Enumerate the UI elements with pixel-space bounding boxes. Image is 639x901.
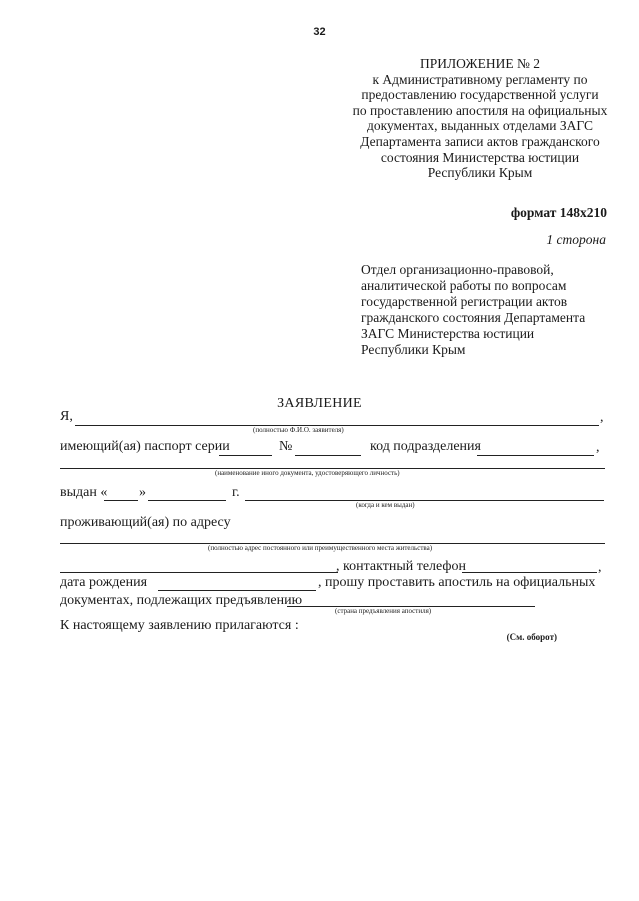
comma: , [600, 410, 604, 425]
issued-by-field[interactable] [245, 500, 604, 501]
appendix-line: по проставлению апостиля на официальных [352, 102, 608, 118]
issued-close-quote: » [139, 485, 146, 500]
passport-label: имеющий(ая) паспорт серии [60, 439, 230, 454]
birth-date-field[interactable] [158, 590, 316, 591]
addressee-line: государственной регистрации актов [361, 294, 568, 309]
attachments-label: К настоящему заявлению прилагаются : [60, 618, 299, 633]
ya-label: Я, [60, 409, 73, 424]
address-continued-field[interactable] [60, 572, 338, 573]
addressee-line: ЗАГС Министерства юстиции [361, 326, 535, 341]
appendix-line: ПРИЛОЖЕНИЕ № 2 [419, 56, 541, 71]
addressee-block [361, 262, 585, 358]
phone-field[interactable] [462, 572, 597, 573]
appendix-line: Республики Крым [427, 165, 533, 181]
see-reverse-note: (См. оборот) [506, 632, 557, 642]
country-hint: (страна предъявления апостиля) [335, 607, 432, 615]
fio-hint: (полностью Ф.И.О. заявителя) [253, 426, 344, 434]
appendix-header [330, 56, 630, 181]
side-label: 1 сторона [546, 232, 606, 247]
document-title: ЗАЯВЛЕНИЕ [277, 396, 362, 411]
appendix-line: Департамента записи актов гражданского [360, 133, 600, 149]
documents-label: документах, подлежащих предъявлению [60, 593, 303, 608]
year-suffix: г. [232, 485, 240, 500]
addressee-line: гражданского состояния Департамента [361, 310, 586, 325]
appendix-line: предоставлению государственной услуги [361, 87, 599, 103]
format-label: формат 148х210 [510, 205, 607, 220]
passport-series-field[interactable] [219, 455, 272, 456]
request-text: , прошу проставить апостиль на официальных [318, 575, 596, 590]
comma: , [596, 440, 600, 455]
issued-label: выдан « [60, 485, 108, 500]
passport-number-field[interactable] [295, 455, 361, 456]
addressee-line: Республики Крым [361, 342, 466, 357]
comma: , [598, 560, 602, 575]
number-sign: № [279, 439, 293, 454]
appendix-line: к Административному регламенту по [372, 71, 588, 87]
issued-hint: (когда и кем выдан) [356, 501, 415, 509]
phone-label: , контактный телефон [336, 559, 466, 574]
division-code-field[interactable] [477, 455, 594, 456]
appendix-line: состояния Министерства юстиции [380, 149, 580, 165]
birth-label: дата рождения [60, 575, 148, 590]
address-hint: (полностью адрес постоянного или преимущественного места жительства) [208, 544, 433, 552]
addressee-line: аналитической работы по вопросам [361, 278, 567, 293]
other-document-hint: (наименование иного документа, удостоверяющего личность) [215, 469, 400, 477]
page-number: 32 [313, 26, 326, 38]
residence-label: проживающий(ая) по адресу [60, 515, 231, 530]
code-label: код подразделения [370, 439, 481, 454]
issued-day-field[interactable] [104, 500, 138, 501]
issued-month-field[interactable] [148, 500, 226, 501]
addressee-line: Отдел организационно-правовой, [361, 262, 554, 277]
appendix-line: документах, выданных отделами ЗАГС [367, 118, 593, 134]
